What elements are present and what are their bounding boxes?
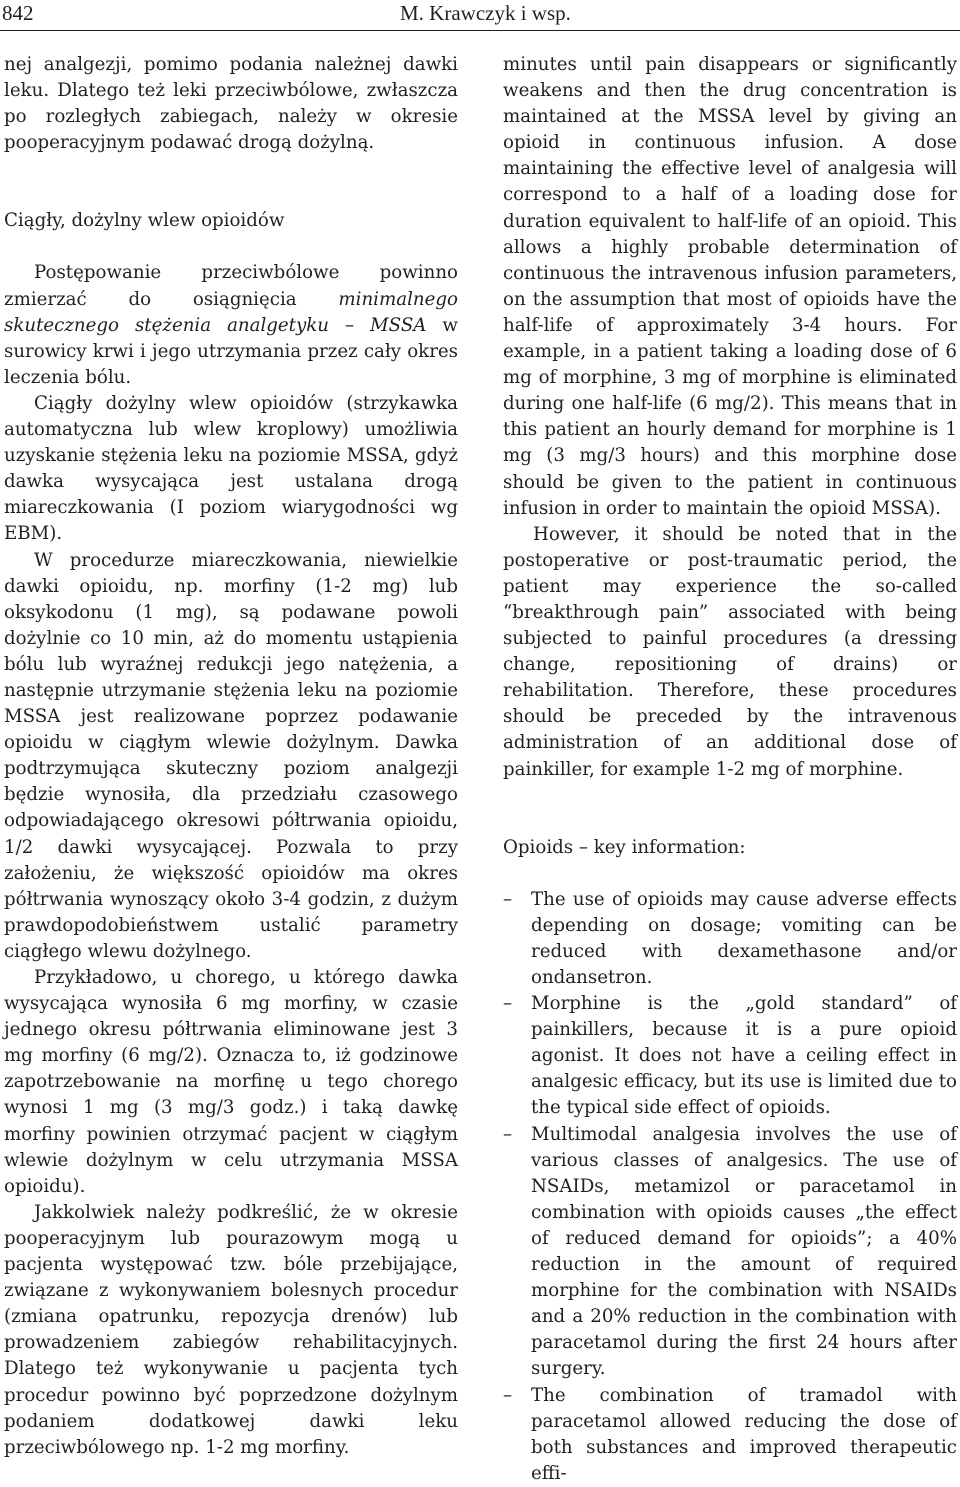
list-item-text: The use of opioids may cause adverse effects depending on dosage; vomiting can be reduced with dexamethasone and/or ondansetron.	[531, 888, 957, 988]
list-item-text: The combination of tramadol with paracetamol allowed reducing the dose of both substances and improved therapeutic effi-	[531, 1384, 957, 1484]
page-header	[0, 0, 960, 31]
text-run: Postępowanie przeciwbólowe powinno zmierzać do osiągnięcia	[4, 262, 458, 310]
section-heading: Opioids – key information:	[503, 836, 746, 858]
list-item-text: Multimodal analgesia involves the use of various classes of analgesics. The use of NSAIDs, metamizol or paracetamol in combination with opioids causes „the effect of reduced demand for opioids”; a 40% reduction in the amount of required morphine for the combination with NSAIDs and a 20% reduction in the combination with paracetamol during the first 24 hours after surgery.	[531, 1123, 957, 1380]
dash-bullet: –	[503, 1123, 513, 1145]
spacer	[4, 156, 458, 208]
left-column	[4, 52, 458, 1461]
list-item	[503, 887, 957, 991]
paragraph	[4, 260, 458, 390]
text-run: w surowicy krwi i jego utrzymania przez cały okres leczenia bólu.	[4, 314, 458, 388]
page-number: 842	[2, 1, 34, 25]
spacer	[4, 234, 458, 260]
section-heading: Ciągły, dożylny wlew opioidów	[4, 210, 285, 232]
list-item	[503, 991, 957, 1121]
paragraph: Ciągły dożylny wlew opioidów (strzykawka automatyczna lub wlew kroplowy) umożliwia uzyskanie stężenia leku na poziomie MSSA, gdyż dawka wysycająca jest ustalana drogą miareczkowania (I poziom wiarygodności wg EBM).	[4, 392, 458, 545]
key-info-list	[503, 887, 957, 1487]
list-item	[503, 1122, 957, 1383]
spacer	[503, 861, 957, 887]
spacer	[503, 783, 957, 835]
dash-bullet: –	[503, 888, 513, 910]
paragraph: Jakkolwiek należy podkreślić, że w okresie pooperacyjnym lub pourazowym mogą u pacjenta występować tzw. bóle przebijające, związane z wykonywaniem bolesnych procedur (zmiana opatrunku, repozycja drenów) lub prowadzeniem zabiegów rehabilitacyjnych. Dlatego też wykonywanie u pacjenta tych procedur powinno być poprzedzone dożylnym podaniem dodatkowej dawki leku przeciwbólowego np. 1-2 mg morfiny.	[4, 1201, 458, 1458]
dash-bullet: –	[503, 1384, 513, 1406]
paragraph: Przykładowo, u chorego, u którego dawka wysycająca wynosiła 6 mg morfiny, w czasie jednego okresu półtrwania eliminowane jest 3 mg morfiny (6 mg/2). Oznacza to, iż godzinowe zapotrzebowanie na morfinę u tego chorego wynosi 1 mg (3 mg/3 godz.) i taką dawkę morfiny powinien otrzymać pacjent w ciągłym wlewie dożylnym w celu utrzymania MSSA opioidu).	[4, 967, 458, 1197]
paragraph: W procedurze miareczkowania, niewielkie dawki opioidu, np. morfiny (1-2 mg) lub oksykodonu (1 mg), są podawane powoli dożylnie co 10 min, aż do momentu ustąpienia bólu lub wyraźnej redukcji jego natężenia, a następnie utrzymanie stężenia leku na poziomie MSSA jest realizowane poprzez podawanie opioidu w ciągłym wlewie dożylnym. Dawka podtrzymująca skuteczny poziom analgezji będzie wynosiła, dla przedziału czasowego odpowiadającego okresowi półtrwania opioidu, 1/2 dawki wysycającej. Pozwala to przy założeniu, że większość opioidów ma okres półtrwania wynoszący około 3-4 godzin, z dużym prawdopodobieństwem ustalić parametry ciągłego wlewu dożylnego.	[4, 549, 458, 962]
paragraph: nej analgezji, pomimo podania należnej dawki leku. Dlatego też leki przeciwbólowe, zwłaszcza po rozległych zabiegach, należy w okresie pooperacyjnym podawać drogą dożylną.	[4, 54, 458, 154]
list-item	[503, 1383, 957, 1487]
dash-bullet: –	[503, 993, 513, 1015]
italic-term: minimalnego skutecznego stężenia analgetyku – MSSA	[4, 288, 458, 336]
right-column	[503, 52, 957, 1487]
list-item-text: Morphine is the „gold standard” of painkillers, because it is a pure opioid agonist. It does not have a ceiling effect in analgesic efficacy, but its use is limited due to the typical side effect of opioids.	[531, 993, 957, 1119]
paragraph: minutes until pain disappears or significantly weakens and then the drug concentration is maintained at the MSSA level by giving an opioid in continuous infusion. A dose maintaining the effective level of analgesia will correspond to a half of a loading dose for duration equivalent to half-life of an opioid. This allows a highly probable determination of continuous the intravenous infusion parameters, on the assumption that most of opioids have the half-life of approximately 3-4 hours. For example, in a patient taking a loading dose of 6 mg of morphine, 3 mg of morphine is eliminated during one half-life (6 mg/2). This means that in this patient an hourly demand for morphine is 1 mg (3 mg/3 hours) and this morphine dose should be given to the patient in continuous infusion in order to maintain the opioid MSSA).	[503, 54, 957, 519]
running-head: M. Krawczyk i wsp.	[400, 1, 571, 25]
paragraph: However, it should be noted that in the postoperative or post-traumatic period, the patient may experience the so-called “breakthrough pain” associated with being subjected to painful procedures (a dressing change, repositioning of drains) or rehabilitation. Therefore, these procedures should be preceded by the intravenous administration of an additional dose of painkiller, for example 1-2 mg of morphine.	[503, 523, 957, 780]
